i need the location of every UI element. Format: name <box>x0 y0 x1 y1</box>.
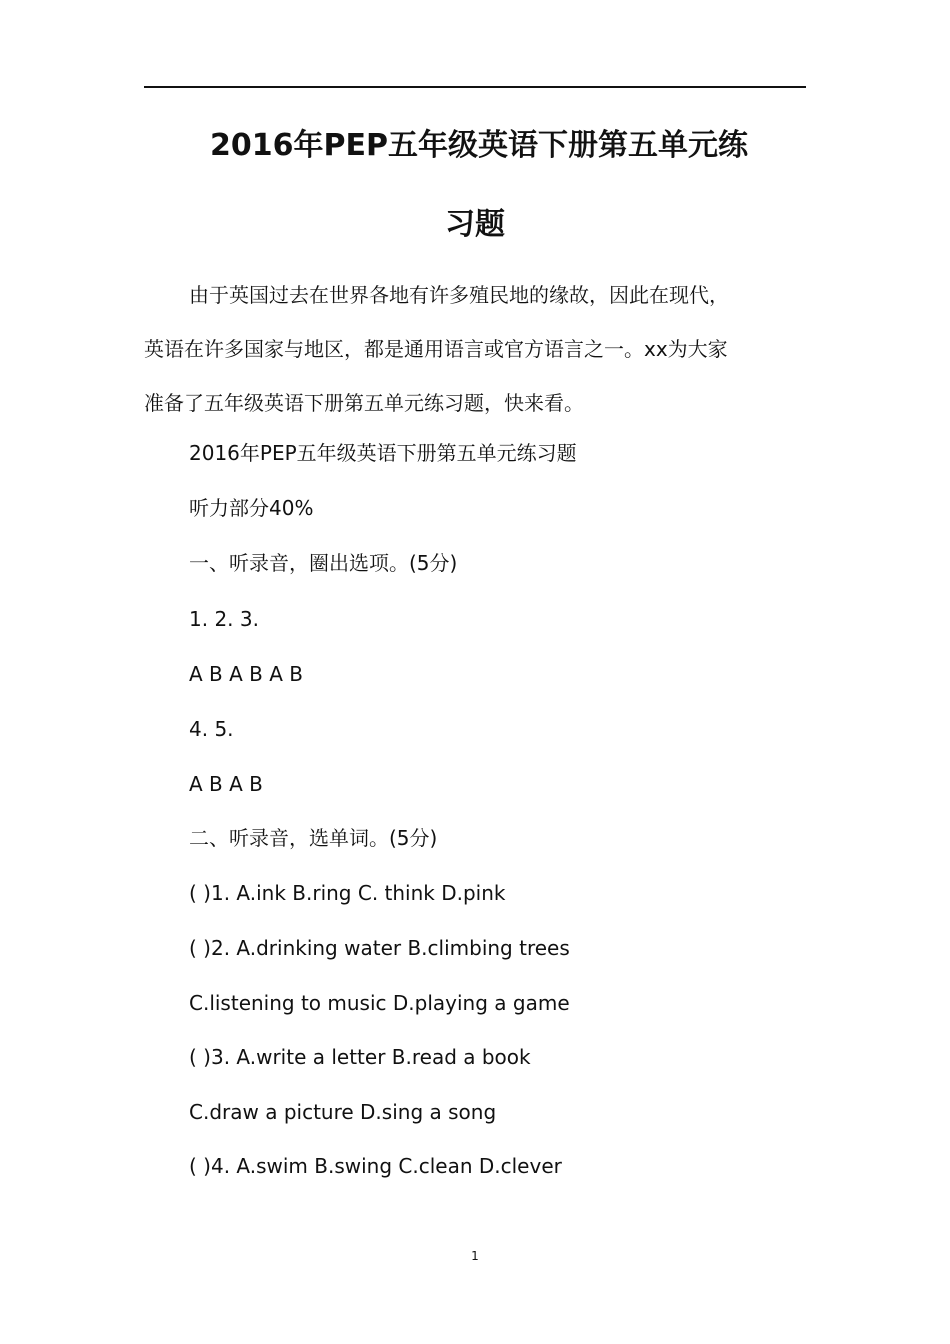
header-rule <box>144 86 806 88</box>
document-title-line-1: 2016年PEP五年级英语下册第五单元练 <box>210 128 748 163</box>
intro-paragraph-line-1: 由于英国过去在世界各地有许多殖民地的缘故，因此在现代， <box>189 283 729 307</box>
section-title: 2016年PEP五年级英语下册第五单元练习题 <box>189 441 577 465</box>
question-numbers-4-5: 4. 5. <box>189 717 234 741</box>
question-item-2: ( )2. A.drinking water B.climbing trees <box>189 936 570 960</box>
document-title-line-2: 习题 <box>445 207 505 242</box>
question-item-3: ( )3. A.write a letter B.read a book <box>189 1045 531 1069</box>
intro-paragraph-line-2: 英语在许多国家与地区，都是通用语言或官方语言之一。xx为大家 <box>144 337 728 361</box>
question-heading-1: 一、听录音，圈出选项。(5分) <box>189 551 458 575</box>
question-numbers-1-3: 1. 2. 3. <box>189 607 259 631</box>
intro-paragraph-line-3: 准备了五年级英语下册第五单元练习题，快来看。 <box>144 391 584 415</box>
question-heading-2: 二、听录音，选单词。(5分) <box>189 826 438 850</box>
question-item-1: ( )1. A.ink B.ring C. think D.pink <box>189 881 506 905</box>
question-item-4: ( )4. A.swim B.swing C.clean D.clever <box>189 1154 562 1178</box>
page-number: 1 <box>471 1249 479 1263</box>
listening-heading: 听力部分40% <box>189 496 314 520</box>
question-item-2-continued: C.listening to music D.playing a game <box>189 991 570 1015</box>
question-item-3-continued: C.draw a picture D.sing a song <box>189 1100 497 1124</box>
answer-options-1-3: A B A B A B <box>189 662 303 686</box>
answer-options-4-5: A B A B <box>189 772 263 796</box>
